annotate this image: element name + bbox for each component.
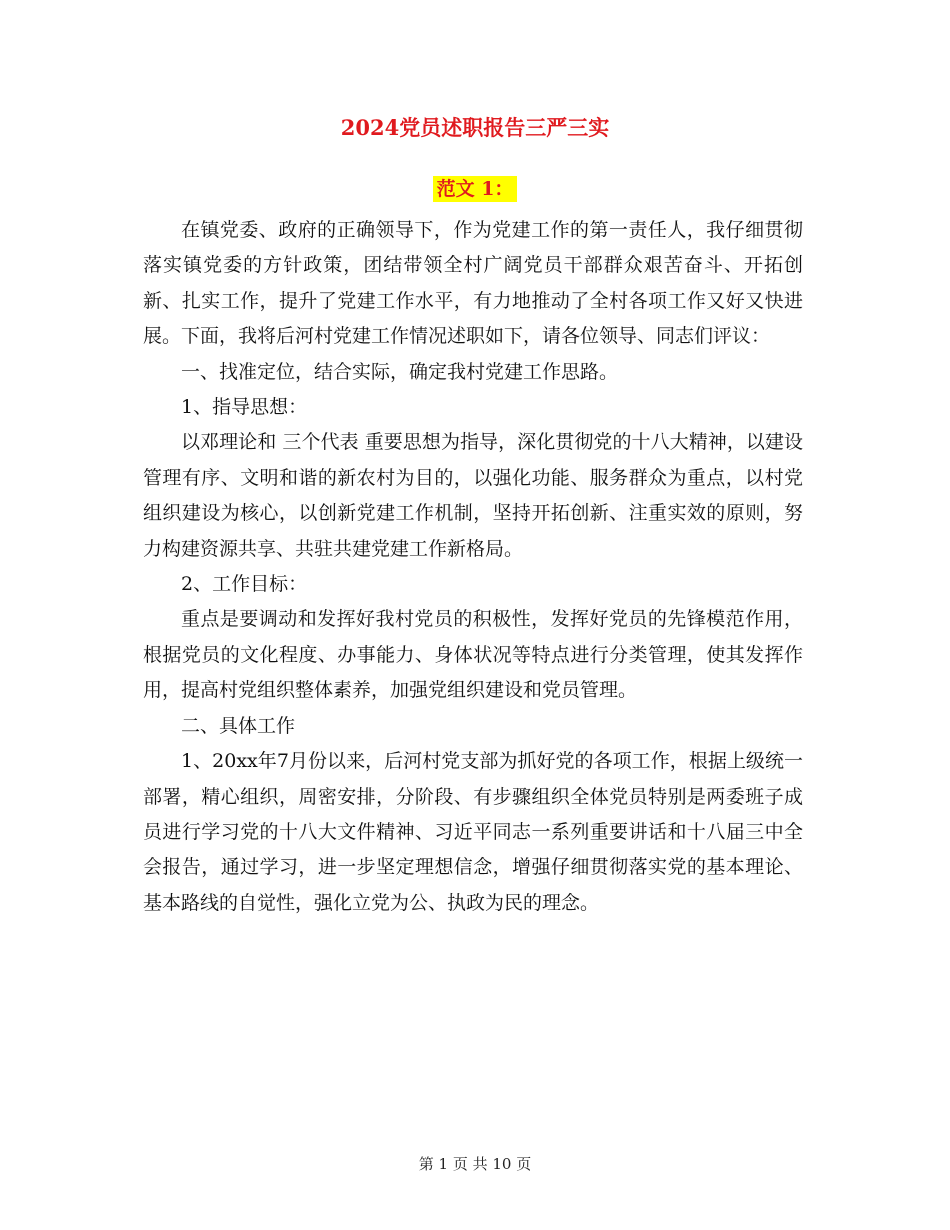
subtitle-row	[0, 176, 950, 204]
document-title: 2024党员述职报告三严三实	[340, 115, 610, 140]
paragraph: 2、工作目标：	[181, 573, 308, 596]
paragraph: 重点是要调动和发挥好我村党员的积极性，发挥好党员的先锋模范作用，根据党员的文化程度、办事能力、身体状况等特点进行分类管理，使其发挥作用，提高村党组织整体素养，加强党组织建设和党员管理。	[143, 608, 803, 702]
page-footer: 第 1 页 共 10 页	[418, 1155, 532, 1173]
sample-heading: 范文 1：	[433, 176, 518, 202]
paragraph: 在镇党委、政府的正确领导下，作为党建工作的第一责任人，我仔细贯彻落实镇党委的方针政策，团结带领全村广阔党员干部群众艰苦奋斗、开拓创新、扎实工作，提升了党建工作水平，有力地推动了全村各项工作又好又快进展。下面，我将后河村党建工作情况述职如下，请各位领导、同志们评议：	[143, 219, 803, 348]
paragraph: 二、具体工作	[181, 714, 296, 737]
document-body	[143, 213, 803, 921]
paragraph: 1、20xx年7月份以来，后河村党支部为抓好党的各项工作，根据上级统一部署，精心组织，周密安排，分阶段、有步骤组织全体党员特别是两委班子成员进行学习党的十八大文件精神、习近平同志一系列重要讲话和十八届三中全会报告，通过学习，进一步坚定理想信念，增强仔细贯彻落实党的基本理论、基本路线的自觉性，强化立党为公、执政为民的理念。	[143, 750, 803, 914]
paragraph: 1、指导思想：	[181, 396, 308, 419]
paragraph: 以邓理论和 三个代表 重要思想为指导，深化贯彻党的十八大精神，以建设管理有序、文明和谐的新农村为目的，以强化功能、服务群众为重点，以村党组织建设为核心，以创新党建工作机制，坚持开拓创新、注重实效的原则，努力构建资源共享、共驻共建党建工作新格局。	[143, 431, 803, 560]
paragraph: 一、找准定位，结合实际，确定我村党建工作思路。	[181, 360, 619, 383]
